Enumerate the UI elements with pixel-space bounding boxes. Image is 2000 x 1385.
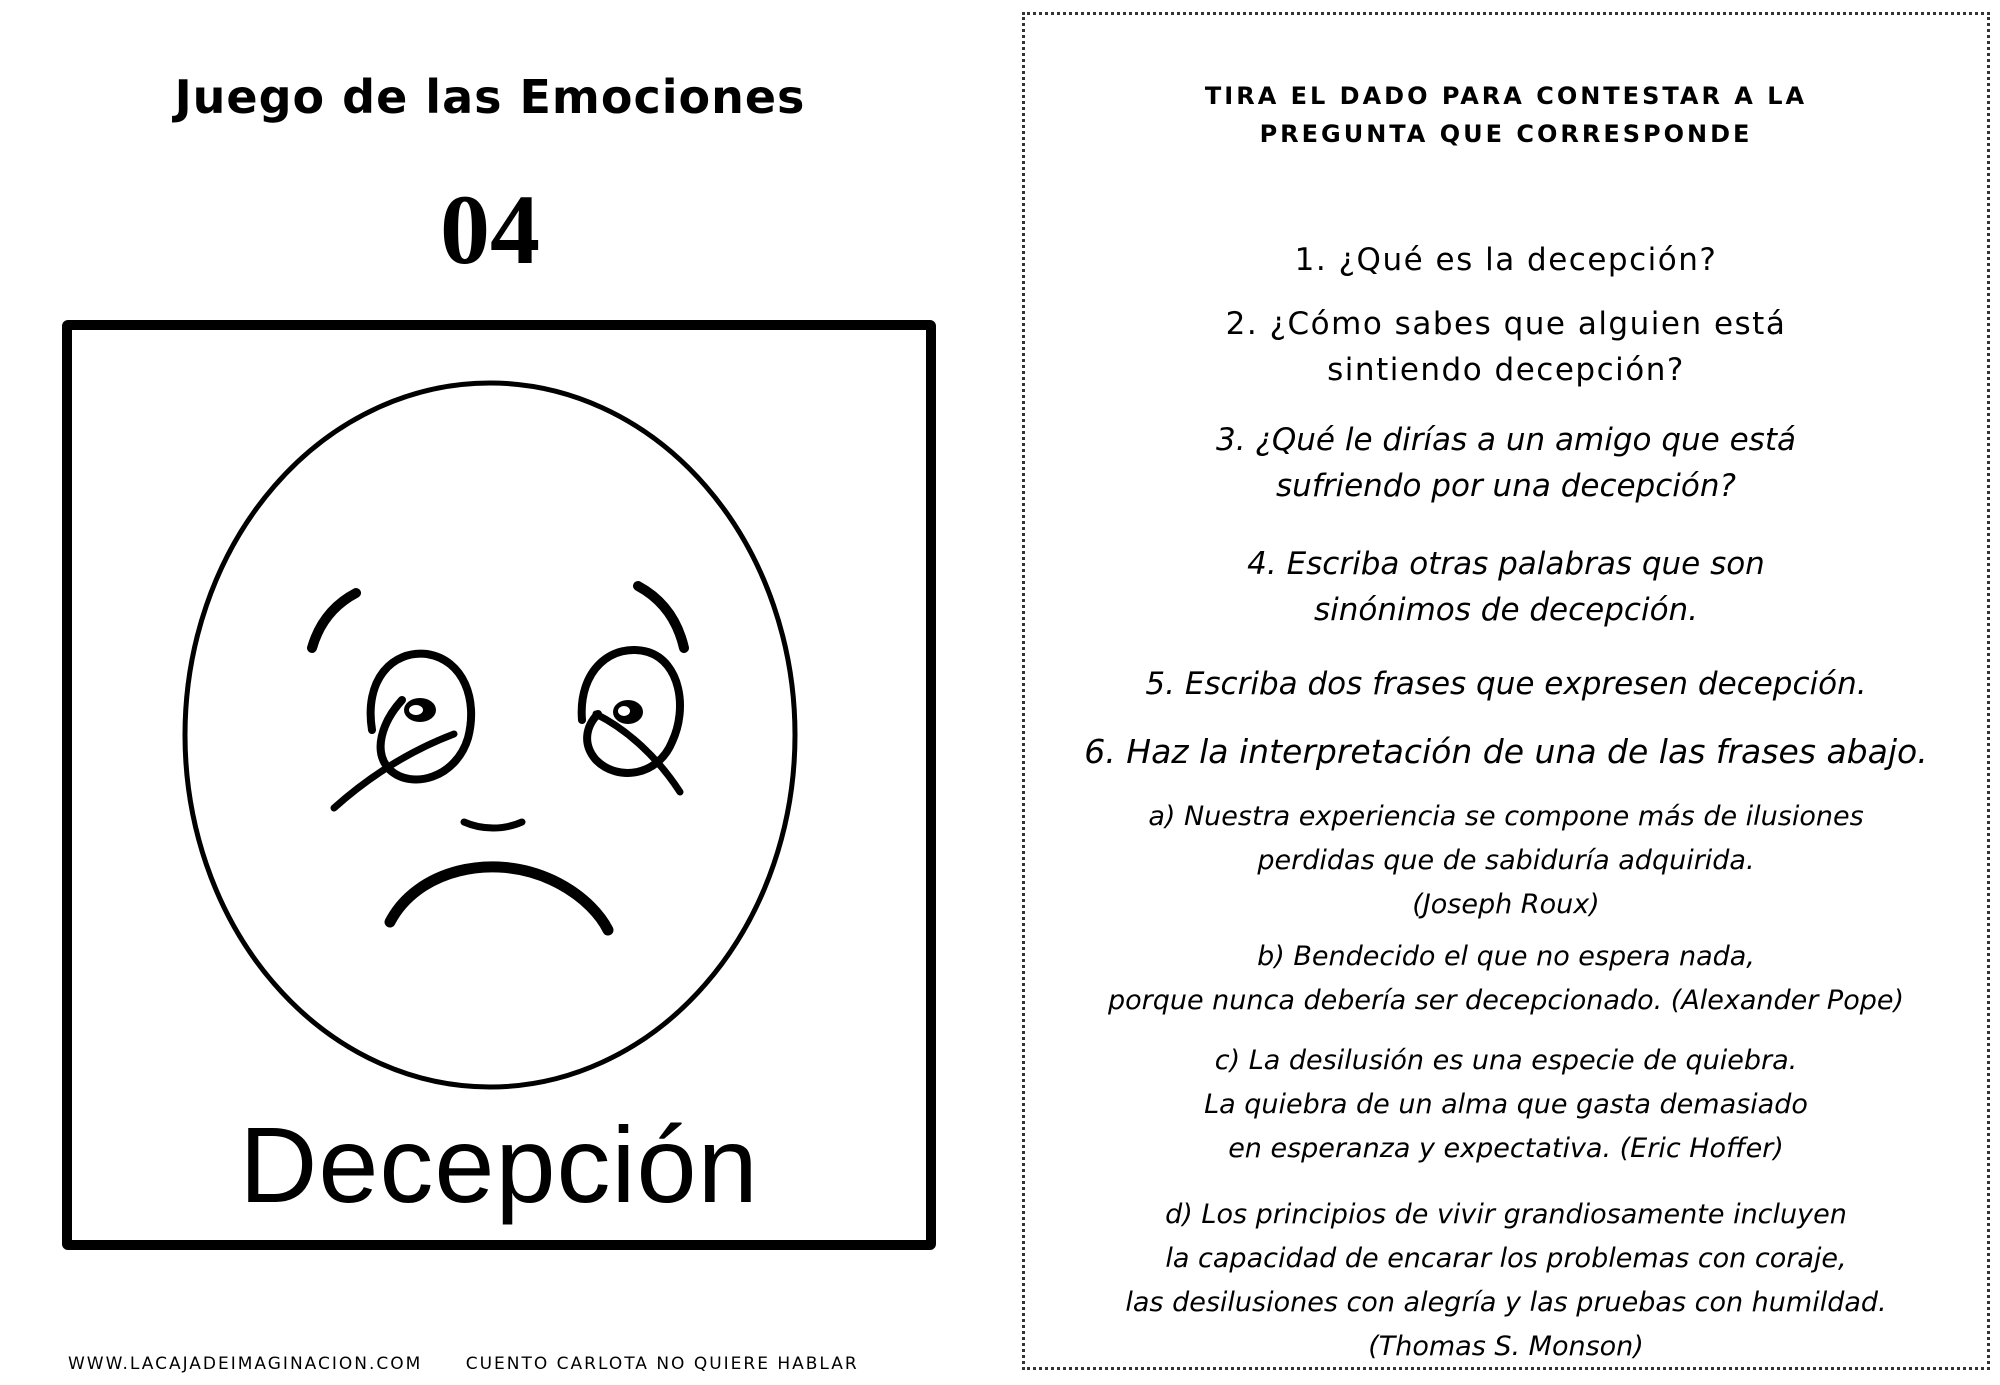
question-line: 2. ¿Cómo sabes que alguien está	[1225, 306, 1787, 342]
question-5	[1025, 661, 1987, 707]
quote-line: La quiebra de un alma que gasta demasiado	[1204, 1089, 1808, 1120]
quote-line: a) Nuestra experiencia se compone más de ilusiones	[1148, 801, 1864, 832]
quote-line: en esperanza y expectativa. (Eric Hoffer)	[1228, 1133, 1784, 1164]
quote-line: (Thomas S. Monson)	[1368, 1331, 1644, 1362]
quote-line: b) Bendecido el que no espera nada,	[1257, 941, 1755, 972]
quote-line: c) La desilusión es una especie de quiebra.	[1214, 1045, 1798, 1076]
question-line: 5. Escriba dos frases que expresen decepción.	[1145, 666, 1867, 702]
game-title: Juego de las Emociones	[174, 70, 806, 124]
quote-c	[1025, 1039, 1987, 1171]
question-line: sintiendo decepción?	[1327, 352, 1685, 388]
quote-d	[1025, 1193, 1987, 1369]
question-line: sinónimos de decepción.	[1313, 592, 1699, 628]
question-3	[1025, 417, 1987, 509]
instruction-text	[1025, 77, 1987, 153]
quote-line: perdidas que de sabiduría adquirida.	[1257, 845, 1755, 876]
question-line: 3. ¿Qué le dirías a un amigo que está	[1216, 422, 1796, 458]
instruction-line: PREGUNTA QUE CORRESPONDE	[1259, 120, 1753, 148]
quote-line: porque nunca debería ser decepcionado. (Alexander Pope)	[1107, 985, 1905, 1016]
quote-line: (Joseph Roux)	[1412, 889, 1600, 920]
question-card	[1022, 12, 1990, 1370]
question-4	[1025, 541, 1987, 633]
question-line: 4. Escriba otras palabras que son	[1247, 546, 1765, 582]
footer	[68, 1354, 895, 1374]
instruction-line: TIRA EL DADO PARA CONTESTAR A LA	[1204, 82, 1808, 110]
quote-b	[1025, 935, 1987, 1023]
footer-story: CUENTO CARLOTA NO QUIERE HABLAR	[465, 1354, 859, 1374]
question-line: 1. ¿Qué es la decepción?	[1294, 242, 1718, 278]
card-number: 04	[440, 174, 540, 285]
question-line: sufriendo por una decepción?	[1276, 468, 1736, 504]
emotion-label: Decepción	[239, 1104, 759, 1225]
quote-line: la capacidad de encarar los problemas con coraje,	[1165, 1243, 1847, 1274]
emotion-card	[62, 320, 936, 1250]
question-1	[1025, 237, 1987, 283]
question-6	[1025, 729, 1987, 775]
quote-line: las desilusiones con alegría y las pruebas con humildad.	[1125, 1287, 1887, 1318]
question-line: 6. Haz la interpretación de una de las frases abajo.	[1084, 732, 1928, 771]
question-2	[1025, 301, 1987, 393]
quote-a	[1025, 795, 1987, 927]
footer-website: WWW.LACAJADEIMAGINACION.COM	[68, 1354, 423, 1374]
quote-line: d) Los principios de vivir grandiosamente incluyen	[1165, 1199, 1847, 1230]
